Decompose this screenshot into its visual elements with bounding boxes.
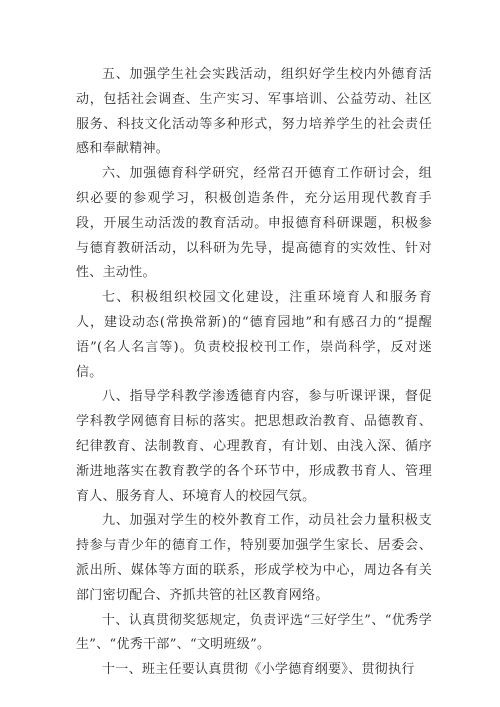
paragraph-moral-research: 六、加强德育科学研究，经常召开德育工作研讨会，组织必要的参观学习，积极创造条件，充分运用现代教育手段，开展生动活泼的教育活动。申报德育科研课题，积极参与德育教研活动，以科研为先导，提高德育的实效性、针对性、主动性。 [76, 166, 432, 281]
paragraph-campus-culture: 七、积极组织校园文化建设，注重环境育人和服务育人，建设动态(常换常新)的“德育园地”和有感召力的“提醒语”(名人名言等)。负责校报校刊工作，崇尚科学，反对迷信。 [76, 290, 432, 380]
paragraph-class-teacher: 十一、班主任要认真贯彻《小学德育纲要》、贯彻执行 [102, 662, 415, 678]
paragraph-outside-education: 九、加强对学生的校外教育工作，动员社会力量积极支持参与青少年的德育工作，特别要加强学生家长、居委会、派出所、媒体等方面的联系，形成学校为中心，周边各有关部门密切配合、齐抓共管的社区教育网络。 [76, 513, 432, 603]
paragraph-subject-teaching: 八、指导学科教学渗透德育内容，参与听课评课，督促学科教学网德育目标的落实。把思想政治教育、品德教育、纪律教育、法制教育、心理教育，有计划、由浅入深、循序渐进地落实在教育教学的各个环节中，形成教书育人、管理育人、服务育人、环境育人的校园气氛。 [76, 389, 432, 504]
paragraph-rewards: 十、认真贯彻奖惩规定，负责评选“三好学生”、“优秀学生”、“优秀干部”、“文明班级”。 [76, 612, 432, 653]
paragraph-social-practice: 五、加强学生社会实践活动，组织好学生校内外德育活动，包括社会调查、生产实习、军事培训、公益劳动、社区服务、科技文化活动等多种形式，努力培养学生的社会责任感和奉献精神。 [76, 67, 432, 157]
document-body [76, 63, 432, 683]
